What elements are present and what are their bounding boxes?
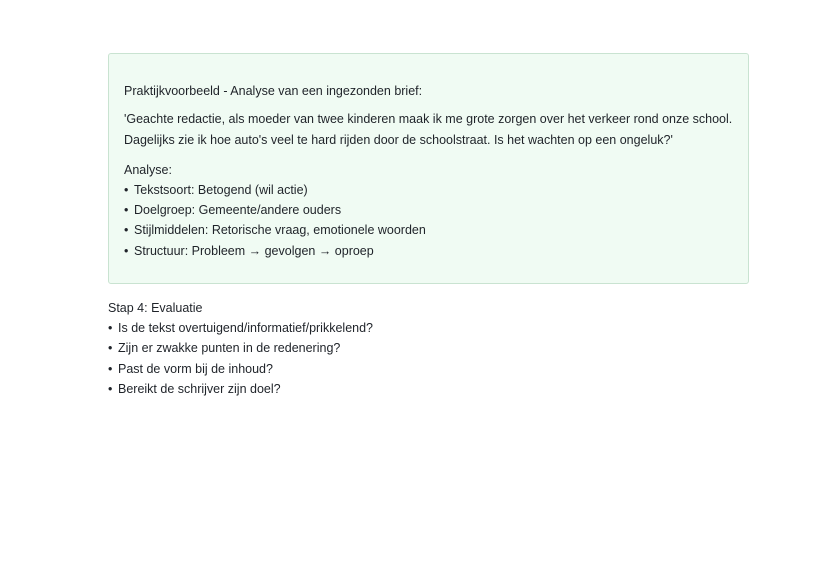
analysis-item-text: Tekstsoort: Betogend (wil actie) (134, 183, 308, 197)
evaluation-list (108, 318, 373, 399)
evaluation-heading: Stap 4: Evaluatie (108, 301, 203, 315)
evaluation-list-item (108, 379, 373, 399)
evaluation-item-text: Past de vorm bij de inhoud? (118, 361, 273, 376)
letter-line: Dagelijks zie ik hoe auto's veel te hard rijden door de schoolstraat. Is het wachten op een ongeluk?' (124, 132, 673, 147)
bullet-icon: • (108, 321, 113, 336)
analysis-list-item (124, 200, 733, 220)
bullet-icon: • (124, 203, 129, 218)
evaluation-list-item (108, 338, 373, 358)
analysis-item-text: Stijlmiddelen: Retorische vraag, emotionele woorden (134, 223, 426, 238)
evaluation-list-item (108, 359, 373, 379)
bullet-icon: • (124, 223, 129, 238)
bullet-icon: • (108, 381, 113, 396)
bullet-icon: • (124, 243, 129, 258)
evaluation-item-text: Is de tekst overtuigend/informatief/prikkelend? (118, 321, 373, 336)
analysis-list-item (124, 241, 733, 261)
bullet-icon: • (108, 341, 113, 356)
example-callout-box (108, 53, 749, 284)
example-title: Praktijkvoorbeeld - Analyse van een ingezonden brief: (124, 84, 423, 98)
analysis-item-text: Structuur: Probleem → gevolgen → oproep (134, 243, 374, 258)
evaluation-section (108, 298, 373, 399)
bullet-icon: • (108, 361, 113, 376)
analysis-list (124, 180, 733, 261)
bullet-icon: • (124, 183, 129, 197)
analysis-list-item (124, 180, 733, 200)
analysis-heading: Analyse: (124, 163, 172, 177)
letter-quote (124, 109, 733, 150)
analysis-item-text: Doelgroep: Gemeente/andere ouders (134, 203, 342, 218)
letter-line: 'Geachte redactie, als moeder van twee kinderen maak ik me grote zorgen over het verkeer rond onze school. (124, 112, 733, 126)
evaluation-item-text: Zijn er zwakke punten in de redenering? (118, 341, 341, 356)
analysis-list-item (124, 220, 733, 240)
evaluation-list-item (108, 318, 373, 338)
evaluation-item-text: Bereikt de schrijver zijn doel? (118, 381, 281, 396)
